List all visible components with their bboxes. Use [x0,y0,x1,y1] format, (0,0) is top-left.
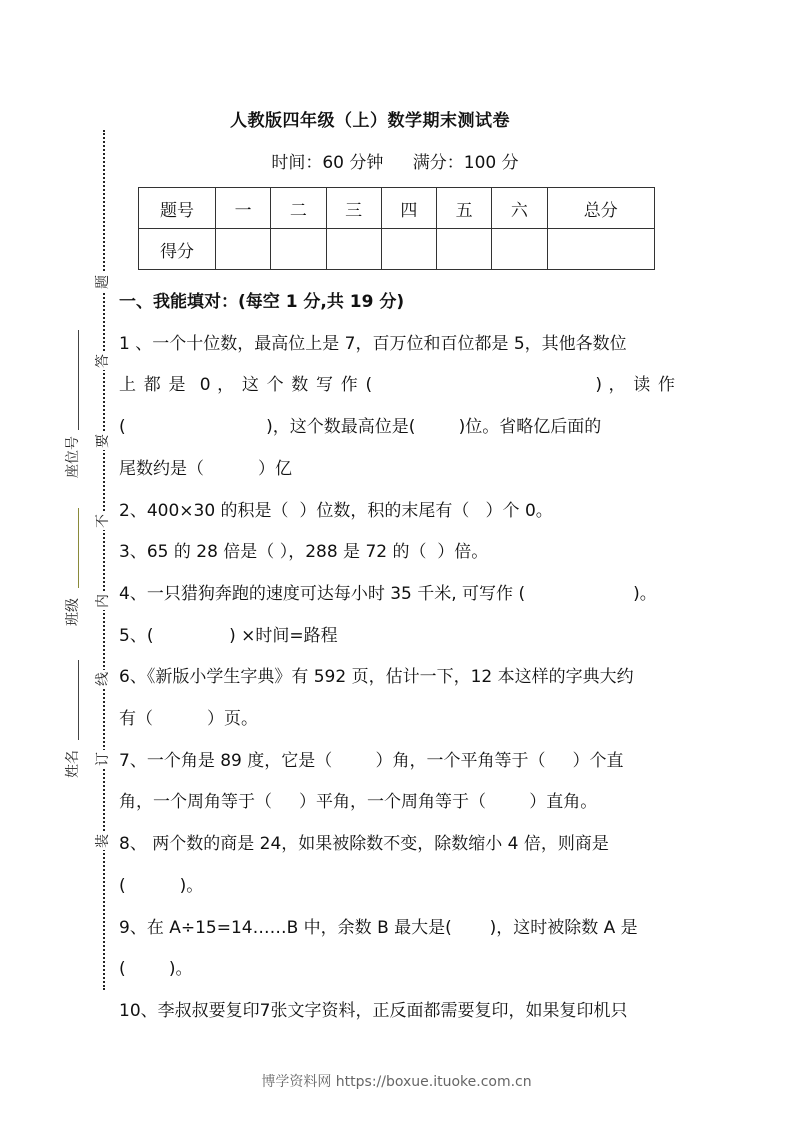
score-cell: 四 [381,188,436,229]
score-cell[interactable] [271,229,326,270]
score-cell: 题号 [139,188,216,229]
question-line: 4、一只猎狗奔跑的速度可达每小时 35 千米, 可写作 ( )。 [119,583,657,604]
question-line: 10、李叔叔要复印7张文字资料，正反面都需要复印，如果复印机只 [119,1000,628,1021]
question-line: 尾数约是（ ）亿 [119,458,293,479]
question-line: 7、一个角是 89 度，它是（ ）角，一个平角等于（ ）个直 [119,750,624,771]
binding-char: 订 [95,752,111,766]
exam-title: 人教版四年级（上）数学期末测试卷 [230,111,510,131]
score-cell[interactable] [547,229,655,270]
score-cell: 二 [271,188,326,229]
name-field[interactable] [78,660,79,740]
binding-char: 不 [95,514,111,528]
question-line: 5、( ) ×时间=路程 [119,625,338,646]
class-field[interactable] [78,508,79,588]
footer-watermark: 博学资料网 https://boxue.ituoke.com.cn [261,1074,532,1090]
binding-char: 线 [95,672,111,686]
binding-char: 题 [95,275,111,289]
score-cell: 总分 [547,188,655,229]
question-line: 有（ ）页。 [119,709,259,730]
seat-number-label: 座位号 [65,436,81,478]
score-table [138,187,655,270]
score-cell: 一 [216,188,271,229]
question-line: 上 都 是 0 ， 这 个 数 写 作 ( ) ， 读 作 [119,375,675,396]
question-line: 6、《新版小学生字典》有 592 页，估计一下，12 本这样的字典大约 [119,667,634,688]
binding-char: 答 [95,354,111,368]
full-score: 满分：100 分 [412,153,519,173]
name-label: 姓名 [65,750,81,778]
question-line: 角，一个周角等于（ ）平角，一个周角等于（ ）直角。 [119,792,598,813]
score-cell: 得分 [139,229,216,270]
class-label: 班级 [65,598,81,626]
binding-char: 要 [95,434,111,448]
score-cell[interactable] [492,229,547,270]
question-line: ( )，这个数最高位是( )位。省略亿后面的 [119,417,602,438]
question-line: 1 、一个十位数，最高位上是 7，百万位和百位都是 5，其他各数位 [119,333,627,354]
binding-char: 装 [95,834,111,848]
binding-char: 内 [95,594,111,608]
exam-subtitle [0,148,790,173]
binding-dotted-line [103,130,105,990]
score-cell[interactable] [381,229,436,270]
score-cell: 六 [492,188,547,229]
question-line: 9、在 A÷15=14……B 中，余数 B 最大是( )，这时被除数 A 是 [119,917,638,938]
question-line: ( )。 [119,875,204,896]
score-cell: 三 [326,188,381,229]
score-cell: 五 [437,188,492,229]
score-cell[interactable] [326,229,381,270]
question-line: 2、400×30 的积是（ ）位数，积的末尾有（ ）个 0。 [119,500,553,521]
score-table-header-row [139,188,655,229]
question-line: ( )。 [119,959,193,980]
score-cell[interactable] [216,229,271,270]
question-line: 3、65 的 28 倍是（ ），288 是 72 的（ ）倍。 [119,542,489,563]
time-limit: 时间：60 分钟 [271,153,384,173]
exam-content [119,282,675,1033]
seat-number-field[interactable] [78,330,79,430]
section-heading: 一、我能填对：(每空 1 分,共 19 分) [119,292,405,312]
score-cell[interactable] [437,229,492,270]
score-table-score-row [139,229,655,270]
question-line: 8、 两个数的商是 24，如果被除数不变，除数缩小 4 倍，则商是 [119,834,609,855]
